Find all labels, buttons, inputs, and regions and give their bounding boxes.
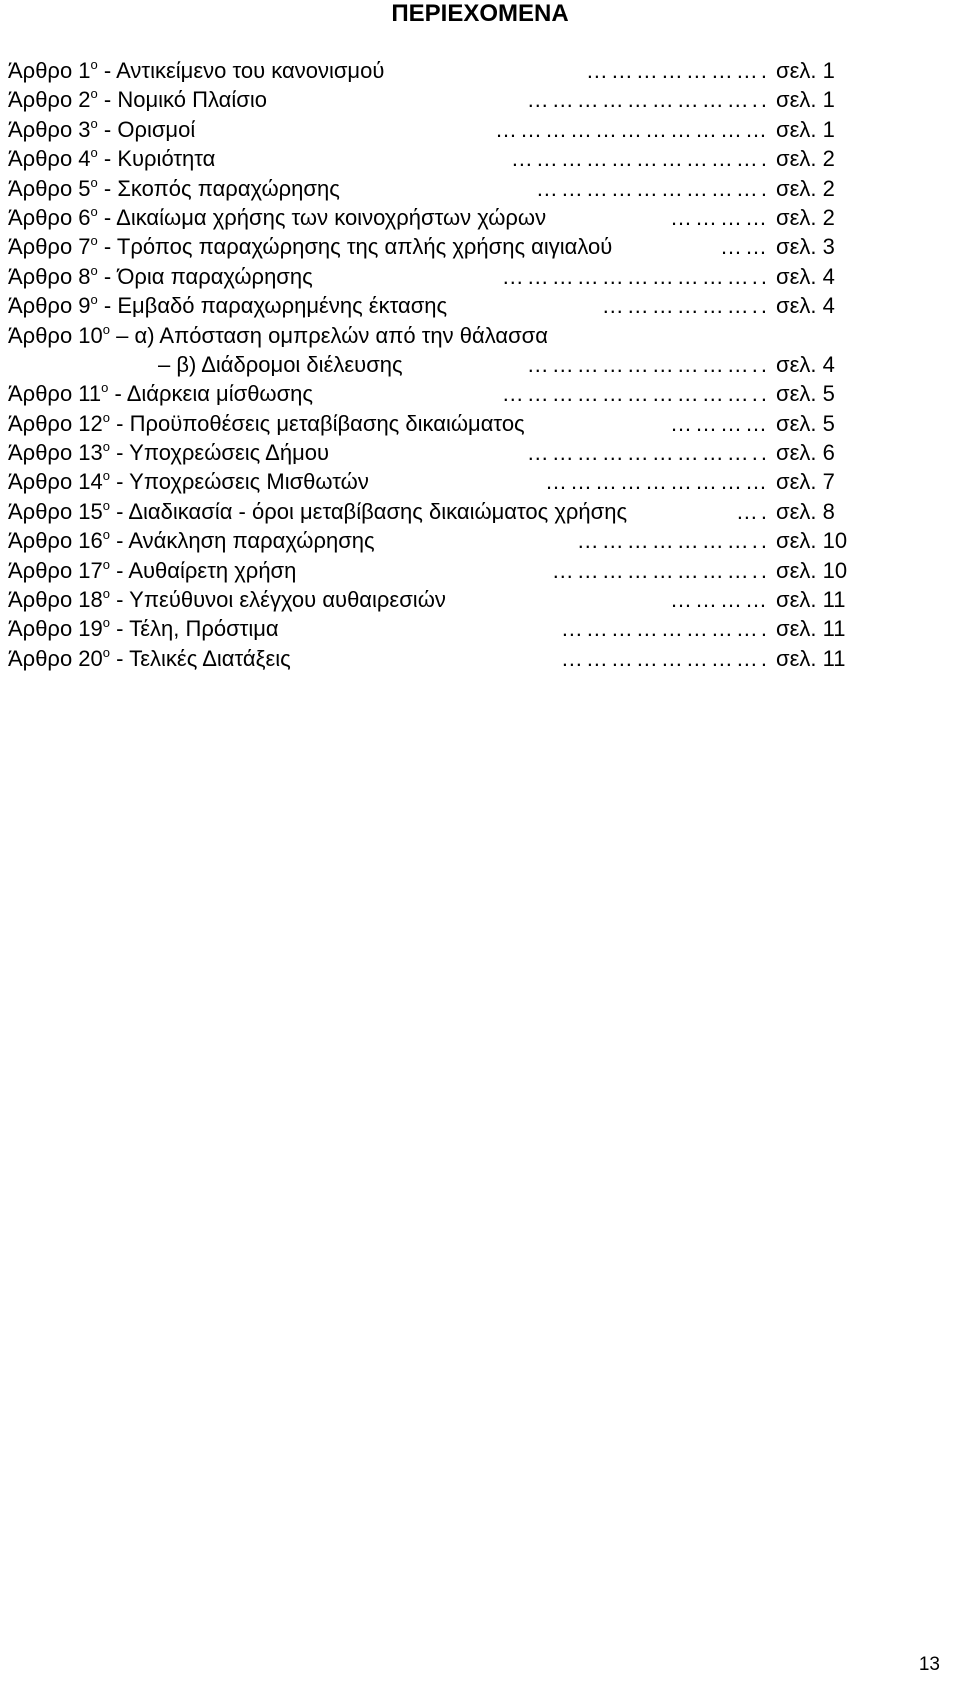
article-title: - Διαδικασία - όροι μεταβίβασης δικαιώματος χρήσης [110,498,628,524]
toc-entry [8,291,848,320]
ordinal-marker: ο [90,292,98,308]
dot-leader: ……………………….. [526,351,770,377]
article-title: - Τέλη, Πρόστιμα [110,616,279,642]
article-title: - Κυριότητα [97,146,216,172]
toc-entry [8,526,848,555]
article-title: - Δικαίωμα χρήσης των κοινοχρήστων χώρων [97,204,547,230]
article-number: Άρθρο 6 [8,204,91,230]
ordinal-marker: ο [101,380,109,396]
ordinal-marker: ο [102,615,111,631]
article-title: - Αντικείμενο του κανονισμού [97,58,385,83]
page-reference: σελ. 2 [776,204,835,230]
article-number: Άρθρο 11 [8,381,102,407]
ordinal-marker: ο [102,586,111,602]
toc-entry [8,85,848,114]
toc-entry-title [8,321,548,350]
article-number: Άρθρο 14 [8,469,103,495]
page-reference: σελ. 3 [776,234,835,260]
ordinal-marker: ο [102,556,111,572]
page-reference: σελ. 1 [776,87,835,113]
toc-entry-title [8,232,612,261]
article-title: - Υποχρεώσεις Μισθωτών [110,469,369,495]
toc-entry [8,438,848,467]
page-reference: σελ. 7 [776,469,835,495]
toc-entry-title [8,526,375,555]
table-of-contents [8,56,848,673]
article-number: Άρθρο 16 [8,528,103,554]
page-title: ΠΕΡΙΕΧΟΜΕΝΑ [391,0,569,27]
toc-entry-title [8,438,329,467]
dot-leader: ……………………… [545,469,770,495]
toc-entry [8,115,848,144]
article-title: - Νομικό Πλαίσιο [97,87,267,113]
article-number: Άρθρο 4 [8,146,91,172]
toc-entry-title [8,556,296,585]
ordinal-marker: ο [102,497,111,513]
page-reference: σελ. 6 [776,440,835,466]
page-reference: σελ. 11 [776,587,846,613]
toc-entry-title [8,409,525,438]
page-reference: σελ. 8 [776,498,835,524]
ordinal-marker: ο [90,86,98,102]
article-title: - Υποχρεώσεις Δήμου [110,440,330,466]
page-reference: σελ. 2 [776,175,835,201]
ordinal-marker: ο [102,527,111,543]
page-reference: σελ. 11 [776,616,846,642]
toc-entry-title [8,644,291,673]
article-title: - Ανάκληση παραχώρησης [110,528,375,554]
ordinal-marker: ο [102,644,111,660]
page-reference: σελ. 10 [776,528,848,554]
toc-entry [8,644,848,673]
dot-leader: …… [720,234,770,260]
article-number: Άρθρο 19 [8,616,103,642]
toc-entry [8,56,848,85]
dot-leader: ……………………….. [526,440,770,466]
article-title: - Τρόπος παραχώρησης της απλής χρήσης αιγιαλού [97,234,613,260]
ordinal-marker: ο [90,57,98,72]
toc-entry [8,467,848,496]
page-reference: σελ. 10 [776,557,848,583]
ordinal-marker: ο [90,145,98,161]
page-reference: σελ. 5 [776,381,835,407]
ordinal-marker: ο [90,115,98,131]
dot-leader: ……………….. [601,293,770,319]
page-reference: σελ. 1 [776,58,835,83]
toc-entry-title [8,467,369,496]
dot-leader: …………………………… [495,116,770,142]
toc-entry [8,232,848,261]
dot-leader: ………………….. [576,528,770,554]
ordinal-marker: ο [102,409,111,425]
toc-entry [8,497,848,526]
dot-leader: …………………………. [510,146,770,172]
toc-entry-title [8,203,546,232]
dot-leader: …………………. [585,58,770,83]
toc-entry [8,174,848,203]
article-number: Άρθρο 10 [8,322,103,348]
article-title: - Σκοπός παραχώρησης [97,175,340,201]
article-title: – β) Διάδρομοι διέλευσης [158,351,403,377]
page-reference: σελ. 4 [776,263,835,289]
toc-entry-title [8,291,447,320]
ordinal-marker: ο [102,468,111,484]
dot-leader: …. [735,498,770,524]
toc-entry [8,614,848,643]
dot-leader: ………… [670,204,770,230]
toc-entry [8,262,848,291]
toc-entry [8,350,848,379]
article-title: - Αυθαίρετη χρήση [110,557,297,583]
toc-entry [8,321,848,350]
article-title: - Όρια παραχώρησης [97,263,313,289]
toc-entry-title [8,56,384,85]
dot-leader: ……………………. [560,616,770,642]
ordinal-marker: ο [102,439,111,455]
page-reference: σελ. 2 [776,146,835,172]
toc-entry [8,203,848,232]
toc-entry-title [8,379,313,408]
page-reference: σελ. 5 [776,410,835,436]
toc-entry-title [8,614,279,643]
article-number: Άρθρο 18 [8,587,103,613]
article-title: - Υπεύθυνοι ελέγχου αυθαιρεσιών [110,587,446,613]
article-title: - Τελικές Διατάξεις [110,645,291,671]
article-number: Άρθρο 20 [8,645,103,671]
ordinal-marker: ο [102,321,111,337]
article-title: – α) Απόσταση ομπρελών από την θάλασσα [110,322,548,348]
dot-leader: ……………………. [560,645,770,671]
toc-entry-title [158,350,403,379]
ordinal-marker: ο [90,174,98,190]
dot-leader: ………… [670,587,770,613]
article-number: Άρθρο 15 [8,498,103,524]
page-number: 13 [918,1654,940,1675]
article-number: Άρθρο 17 [8,557,103,583]
article-number: Άρθρο 12 [8,410,103,436]
article-title: - Διάρκεια μίσθωσης [108,381,314,407]
toc-entry [8,585,848,614]
article-number: Άρθρο 8 [8,263,91,289]
dot-leader: ………………………. [535,175,770,201]
page-reference: σελ. 11 [776,645,846,671]
toc-entry [8,379,848,408]
toc-entry [8,409,848,438]
dot-leader: ……………………….. [526,87,770,113]
toc-entry-title [8,585,446,614]
article-number: Άρθρο 1 [8,58,91,83]
dot-leader: ………………………….. [501,263,770,289]
toc-entry-title [8,497,627,526]
article-number: Άρθρο 2 [8,87,91,113]
article-number: Άρθρο 3 [8,116,91,142]
toc-entry-title [8,262,313,291]
article-number: Άρθρο 13 [8,440,103,466]
article-title: - Εμβαδό παραχωρημένης έκτασης [97,293,448,319]
dot-leader: ………… [670,410,770,436]
toc-entry [8,556,848,585]
article-number: Άρθρο 9 [8,293,91,319]
page-reference: σελ. 4 [776,351,835,377]
ordinal-marker: ο [90,262,98,278]
dot-leader: ………………………….. [501,381,770,407]
ordinal-marker: ο [90,233,98,249]
article-number: Άρθρο 7 [8,234,91,260]
article-title: - Ορισμοί [97,116,196,142]
toc-entry-title [8,144,215,173]
article-title: - Προϋποθέσεις μεταβίβασης δικαιώματος [110,410,525,436]
dot-leader: …………………….. [551,557,770,583]
ordinal-marker: ο [90,203,98,219]
page-reference: σελ. 4 [776,293,835,319]
page-reference: σελ. 1 [776,116,835,142]
toc-entry [8,144,848,173]
toc-entry-title [8,115,195,144]
toc-entry-title [8,174,340,203]
toc-entry-title [8,85,267,114]
article-number: Άρθρο 5 [8,175,91,201]
